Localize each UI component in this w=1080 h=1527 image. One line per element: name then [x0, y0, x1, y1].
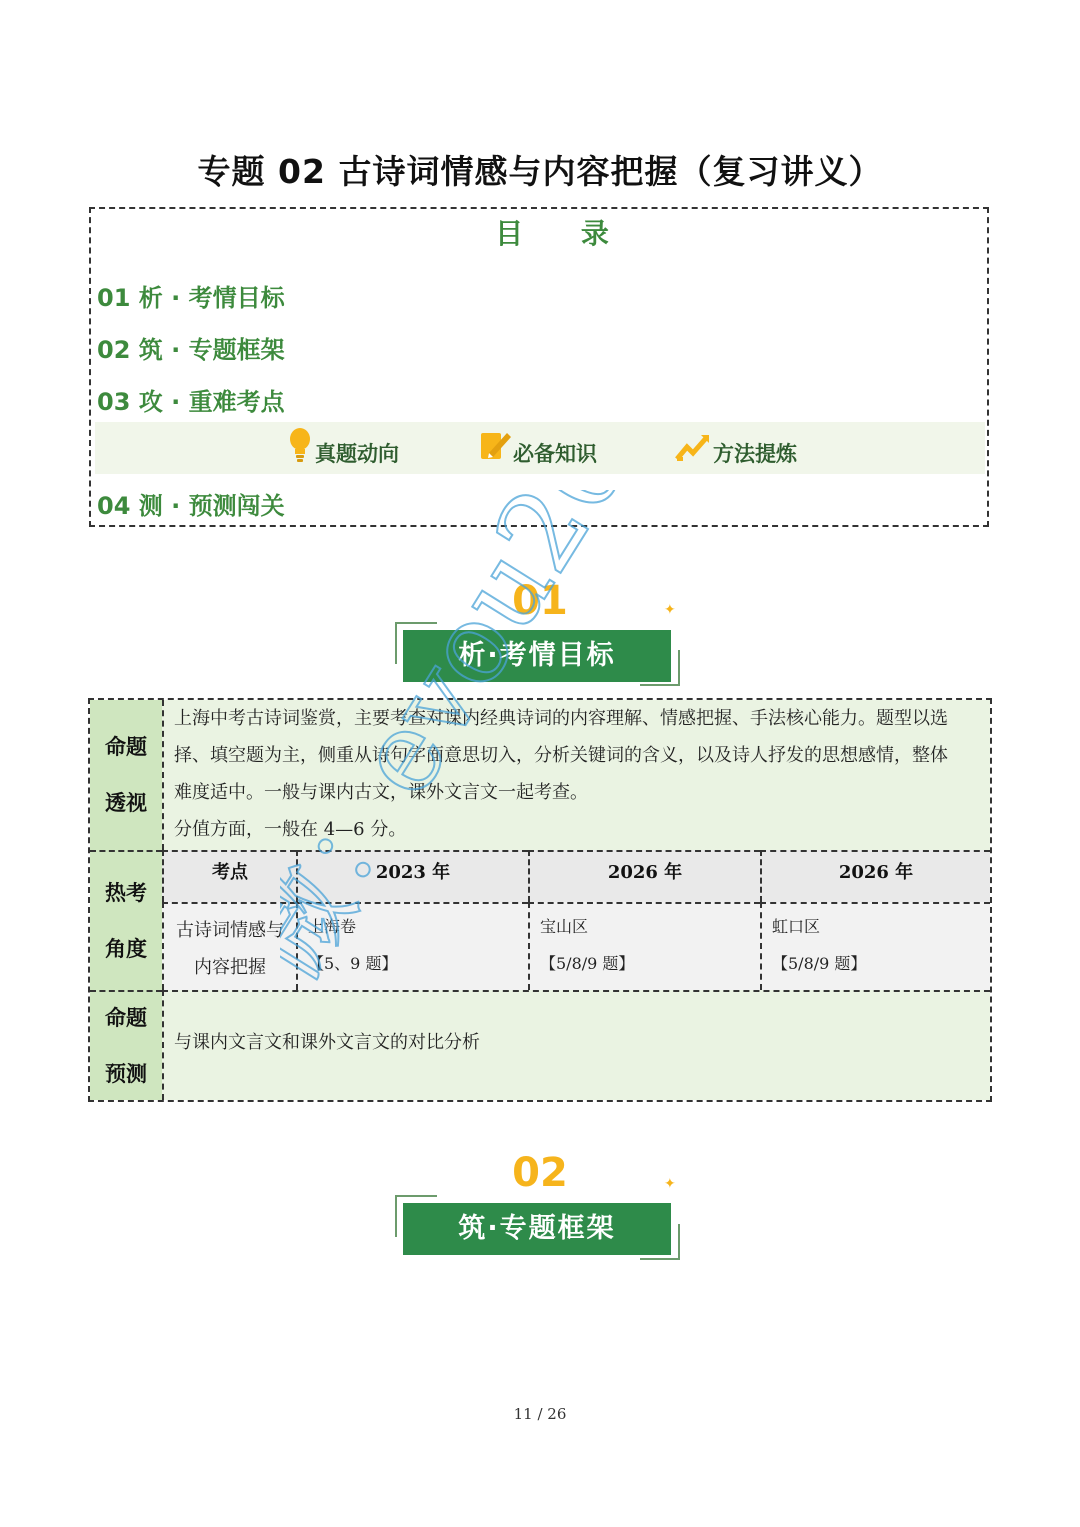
row-label-rekao-jiaodu — [90, 850, 162, 990]
row1-line: 择、填空题为主，侧重从诗句字面意思切入，分析关键词的含义，以及诗人抒发的思想感情，整体 — [174, 745, 948, 766]
toc-heading: 目 录 — [495, 217, 633, 250]
section-number: 01 — [512, 578, 568, 624]
page-number: 11 / 26 — [513, 1405, 567, 1423]
row-label-text: 热考 — [105, 881, 147, 905]
row-label-text: 预测 — [105, 1062, 147, 1086]
questions-text: 【5、9 题】 — [308, 954, 398, 973]
toc-sub-label: 必备知识 — [513, 442, 597, 466]
row-label-mingti-yuce — [90, 990, 162, 1100]
header-year-1: 2023 年 — [296, 850, 528, 902]
topic-line: 古诗词情感与 — [176, 920, 284, 941]
topic-cell — [162, 902, 296, 990]
document-title: 专题 02 古诗词情感与内容把握（复习讲义） — [197, 152, 883, 191]
toc-sub-item-3[interactable] — [675, 428, 797, 468]
row3-content: 与课内文言文和课外文言文的对比分析 — [162, 990, 990, 1100]
region-text: 虹口区 — [772, 917, 821, 936]
header-year-3: 2026 年 — [760, 850, 990, 902]
row-label-text: 命题 — [105, 735, 147, 759]
year-cell-3 — [760, 902, 990, 990]
region-text: 宝山区 — [540, 917, 589, 936]
toc-item-04[interactable]: 04 测 · 预测闯关 — [97, 492, 285, 520]
row-label-text: 角度 — [105, 937, 147, 961]
row-label-text: 命题 — [105, 1006, 147, 1030]
header-year-2: 2026 年 — [528, 850, 760, 902]
sparkle-icon: ✦ — [664, 602, 676, 618]
lightbulb-icon — [287, 427, 313, 468]
section-number: 02 — [512, 1150, 568, 1196]
year-cell-2 — [528, 902, 760, 990]
toc-item-02[interactable]: 02 筑 · 专题框架 — [97, 336, 285, 364]
exam-info-table — [88, 698, 992, 1102]
questions-text: 【5/8/9 题】 — [772, 954, 867, 973]
section-banner: 筑·专题框架 — [403, 1203, 671, 1255]
toc-sub-item-2[interactable] — [479, 428, 597, 468]
row1-content — [162, 700, 990, 850]
topic-line: 内容把握 — [194, 957, 266, 978]
toc-item-03[interactable]: 03 攻 · 重难考点 — [97, 388, 285, 416]
section-banner: 析·考情目标 — [403, 630, 671, 682]
toc-sub-label: 方法提炼 — [713, 442, 797, 466]
row-label-mingti-toushi — [90, 700, 162, 850]
toc-box — [89, 207, 989, 527]
row1-line: 分值方面，一般在 4—6 分。 — [174, 819, 407, 840]
row1-line: 难度适中。一般与课内古文，课外文言文一起考查。 — [174, 782, 588, 803]
header-kaodian: 考点 — [162, 850, 296, 902]
pencil-note-icon — [479, 427, 511, 468]
sparkle-icon: ✦ — [664, 1176, 676, 1192]
year-cell-1 — [296, 902, 528, 990]
growth-chart-icon — [675, 431, 711, 468]
toc-item-01[interactable]: 01 析 · 考情目标 — [97, 284, 285, 312]
row1-line: 上海中考古诗词鉴赏，主要考查对课内经典诗词的内容理解、情感把握、手法核心能力。题型以选 — [174, 708, 948, 729]
toc-sub-label: 真题动向 — [315, 442, 399, 466]
region-text: 上海卷 — [308, 917, 357, 936]
row-label-text: 透视 — [105, 791, 147, 815]
questions-text: 【5/8/9 题】 — [540, 954, 635, 973]
toc-sub-item-1[interactable] — [287, 428, 399, 468]
